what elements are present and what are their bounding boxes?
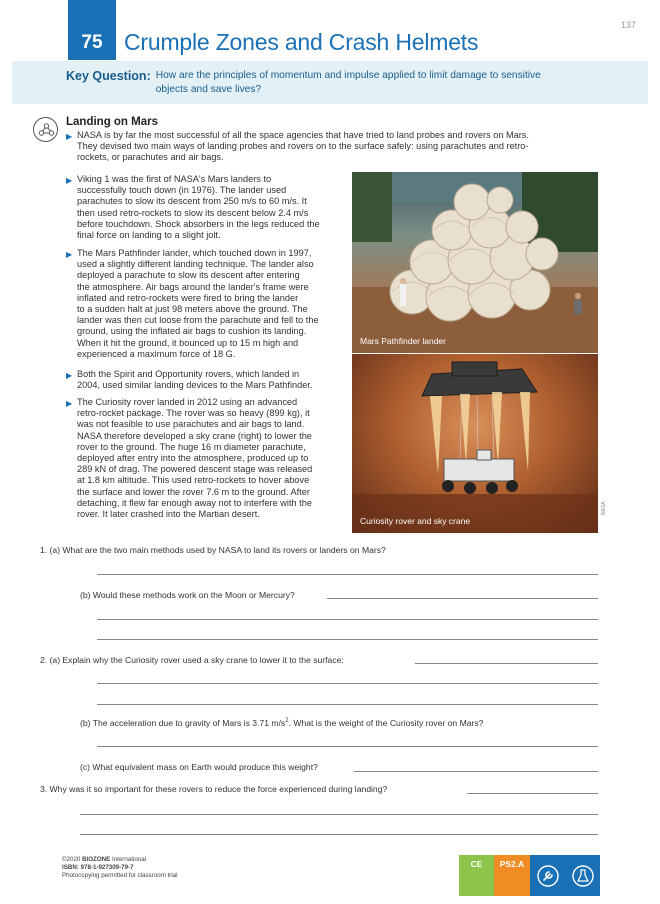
activity-number: 75 (68, 0, 116, 60)
section-heading: Landing on Mars (66, 116, 158, 128)
text-line: The Curiosity rover landed in 2012 using an advanced (77, 397, 298, 407)
answer-line[interactable] (97, 683, 598, 684)
text-line: Viking 1 was the first of NASA's Mars landers to (77, 174, 272, 184)
key-question-line-2: objects and save lives? (155, 84, 262, 95)
text-line: rover. It later crashed into the Martian desert. (77, 509, 260, 520)
text-line: deployed a parachute to slow its descent after entering (77, 270, 300, 281)
text-line: The Mars Pathfinder lander, which touched down in 1997, (77, 248, 312, 258)
bullet-spirit (66, 369, 351, 391)
photo-credit: NASA (601, 501, 607, 515)
key-question-line-1: How are the principles of momentum and impulse applied to limit damage to sensitive (155, 70, 541, 81)
title-row (68, 0, 478, 60)
text-line: lander was then cut loose from the parachute and fell to the (77, 315, 319, 326)
molecule-icon (33, 117, 58, 142)
text-line: at 1.8 km altitude. This used retro-rockets to hover above (77, 475, 310, 486)
answer-line[interactable] (80, 834, 598, 835)
text-line: experienced a maximum force of 18 G. (77, 348, 236, 359)
text-line: detaching, it flew far enough away not to interfere with the (77, 497, 312, 508)
tag-ps2a: PS2.A (494, 855, 530, 896)
bullet-arrow-icon: ▶ (66, 371, 73, 380)
bullet-pathfinder (66, 248, 351, 360)
isbn: ISBN: 978-1-927309-79-7 (62, 864, 134, 871)
bullet-arrow-icon: ▶ (66, 176, 73, 185)
page-number: 137 (620, 20, 636, 30)
curiosity-caption: Curiosity rover and sky crane (360, 516, 471, 526)
question-1a: 1. (a) What are the two main methods used by NASA to land its rovers or landers on Mars? (40, 545, 386, 555)
text-line: deployed after entry into the atmosphere, produced up to (77, 453, 309, 464)
copyright: ©2020 BIOZONE International (62, 856, 147, 863)
text-line: used a slightly different landing technique. The lander also (77, 259, 314, 270)
footer (62, 856, 178, 880)
text-line: rockets, or parachutes and air bags. (77, 152, 224, 163)
text-line: 2004, used similar landing devices to the Mars Pathfinder. (77, 380, 313, 391)
text-line: NASA is by far the most successful of all the space agencies that have tried to land probes and rovers on Mars. (77, 130, 529, 140)
bullet-viking (66, 174, 351, 241)
answer-line[interactable] (97, 619, 598, 620)
bullet-arrow-icon: ▶ (66, 399, 73, 408)
answer-line[interactable] (97, 704, 598, 705)
text-line: the surface and lower the rover 7.6 m to the ground. After (77, 486, 310, 497)
curiosity-sky-crane-photo (352, 354, 598, 533)
permission-note: Photocopying permitted for classroom trial (62, 872, 178, 879)
text-line: When it hit the ground, it bounced up to 15 m high and (77, 337, 299, 348)
text-line: They devised two main ways of landing probes and rovers on to the surface safely: using parachutes and retro- (77, 141, 529, 152)
text-line: rover to the ground. The huge 16 m diameter parachute, (77, 441, 306, 452)
tag-ce: CE (459, 855, 494, 896)
text-line: Both the Spirit and Opportunity rovers, which landed in (77, 369, 300, 379)
text-line: then used retro-rockets to slow its descent below 2.4 m/s (77, 207, 309, 218)
bullet-intro (66, 130, 596, 164)
pathfinder-caption: Mars Pathfinder lander (360, 336, 446, 346)
answer-line[interactable] (415, 663, 598, 664)
answer-line[interactable] (97, 639, 598, 640)
question-2c: (c) What equivalent mass on Earth would produce this weight? (80, 762, 318, 772)
answer-line[interactable] (97, 746, 598, 747)
text-line: final force on landing to a slight jolt. (77, 230, 221, 241)
text-line: parachutes to slow its descent from 250 m/s to 60 m/s. It (77, 196, 307, 207)
text-line: ground, using the inflated air bags to cushion its landing. (77, 326, 307, 337)
answer-line[interactable] (80, 814, 598, 815)
text-line: 289 kN of drag. The powered descent stage was released (77, 464, 313, 475)
text-line: NASA therefore developed a sky crane (right) to lower the (77, 430, 312, 441)
text-line: to a sudden halt at just 98 meters above the ground. The (77, 304, 308, 315)
bullet-arrow-icon: ▶ (66, 132, 73, 141)
text-line: successfully touch down (in 1976). The lander used (77, 185, 287, 196)
key-question-box (12, 61, 648, 104)
question-1b: (b) Would these methods work on the Moon or Mercury? (80, 590, 295, 600)
bullet-arrow-icon: ▶ (66, 250, 73, 259)
question-3: 3. Why was it so important for these rovers to reduce the force experienced during landing? (40, 784, 388, 794)
key-question-label: Key Question: (66, 69, 151, 83)
text-line: the atmosphere. Air bags around the lander's frame were (77, 281, 309, 292)
page-title: Crumple Zones and Crash Helmets (124, 29, 479, 55)
flask-icon (565, 855, 600, 896)
text-line: retro-rocket package. The rover was so heavy (899 kg), it (77, 408, 310, 419)
answer-line[interactable] (97, 574, 598, 575)
text-line: before touchdown. Shock absorbers in the legs reduced the (77, 218, 320, 229)
pathfinder-lander-photo (352, 172, 598, 353)
answer-line[interactable] (327, 598, 598, 599)
bullet-curiosity (66, 397, 351, 520)
question-2b: (b) The acceleration due to gravity of Mars is 3.71 $m/s^2$. What is the weight of the Curiosity rover on Mars? (80, 718, 484, 728)
text-line: inflated and retro-rockets were fired to bring the lander (77, 292, 299, 303)
answer-line[interactable] (354, 771, 598, 772)
question-2a: 2. (a) Explain why the Curiosity rover used a sky crane to lower it to the surface: (40, 655, 344, 665)
text-line: was not feasible to use parachutes and air bags to land. (77, 419, 305, 430)
answer-line[interactable] (467, 793, 598, 794)
wrench-icon (530, 855, 565, 896)
